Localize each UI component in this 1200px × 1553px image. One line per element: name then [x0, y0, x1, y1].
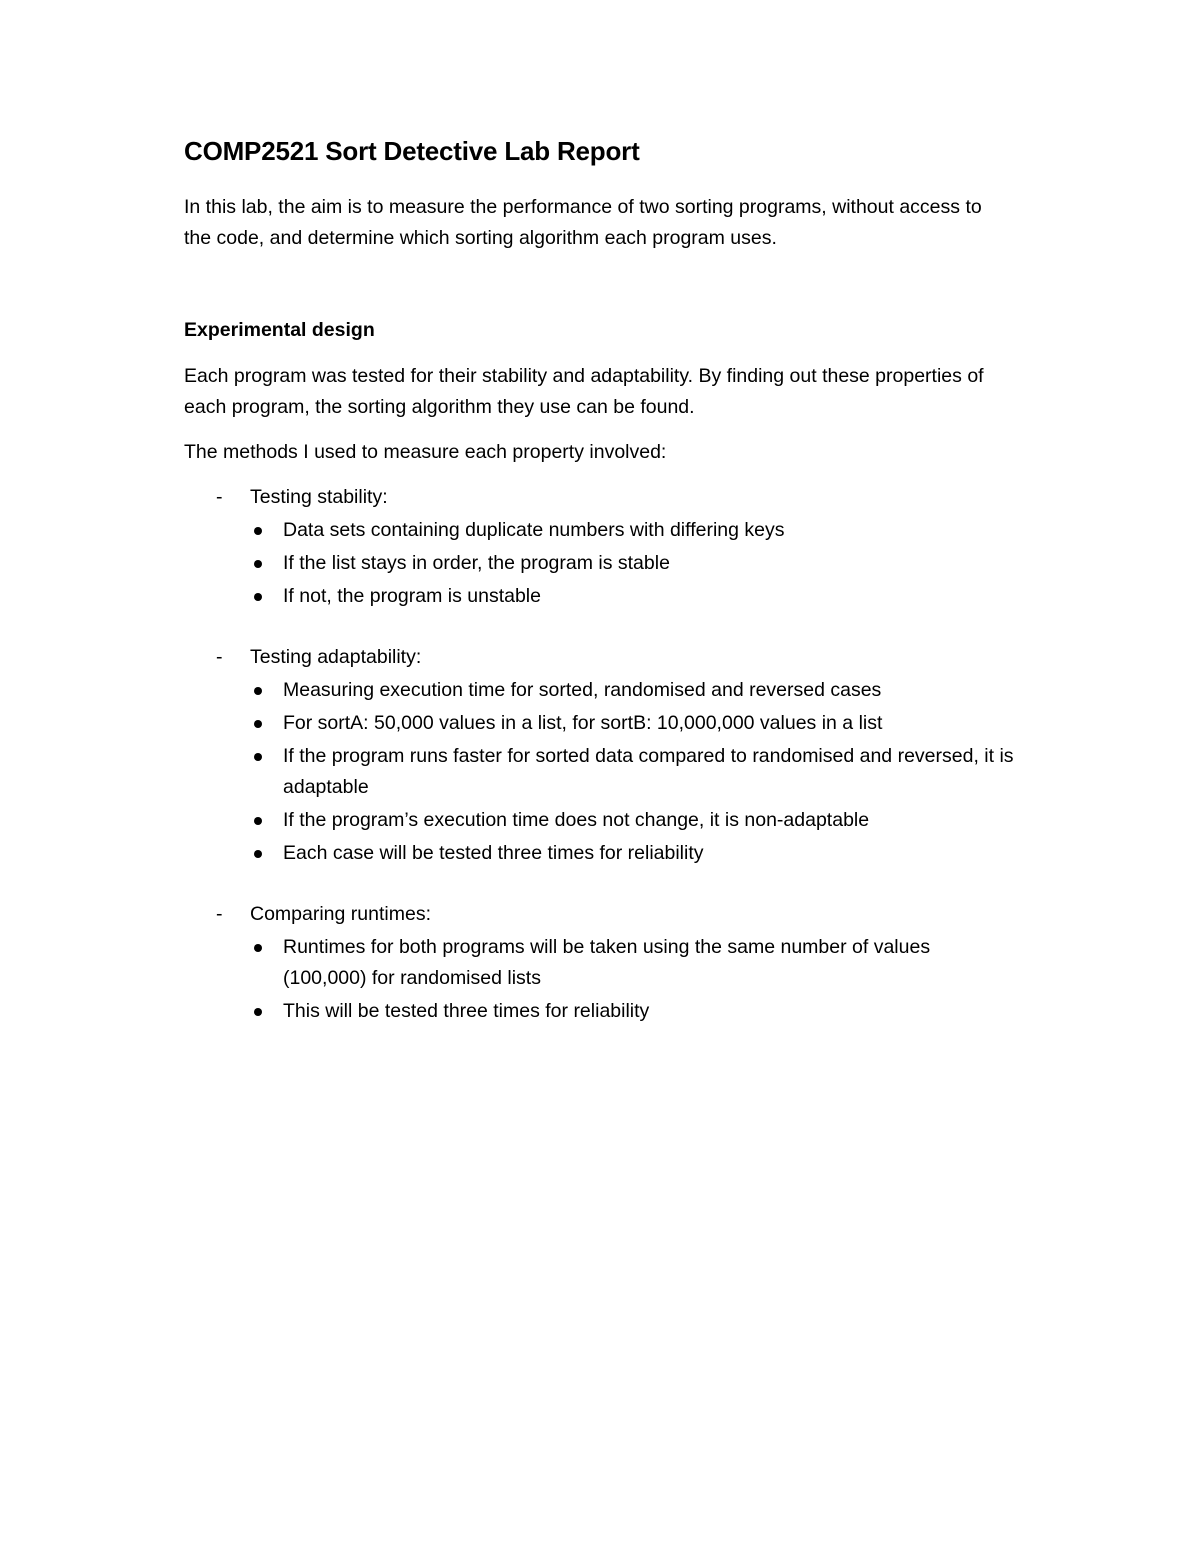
list-item [250, 548, 1014, 579]
bullet-dot-icon [254, 817, 262, 825]
method-group-label: Testing adaptability: [250, 646, 422, 668]
dash-marker: - [216, 646, 223, 668]
dash-marker: - [216, 486, 223, 508]
list-item [250, 996, 1014, 1027]
list-item-text: Measuring execution time for sorted, randomised and reversed cases [283, 679, 882, 701]
list-item [250, 675, 1014, 706]
design-paragraph: Each program was tested for their stability and adaptability. By finding out these properties of each program, the sorting algorithm they use can be found. [184, 365, 984, 418]
list-item [250, 838, 1014, 869]
list-item [250, 708, 1014, 739]
list-item [250, 805, 1014, 836]
bullet-dot-icon [254, 560, 262, 568]
list-item-text: Each case will be tested three times for reliability [283, 842, 704, 864]
list-item-text: If the list stays in order, the program is stable [283, 552, 670, 574]
list-item [250, 581, 1014, 612]
list-item-text: This will be tested three times for reliability [283, 1000, 650, 1022]
bullet-list [250, 932, 1014, 1027]
method-group-stability [184, 482, 1014, 612]
list-item-text: If the program runs faster for sorted data compared to randomised and reversed, it is adaptable [283, 745, 1014, 798]
bullet-dot-icon [254, 1008, 262, 1016]
document-content [184, 132, 1014, 1029]
method-group-label: Testing stability: [250, 486, 388, 508]
list-item-text: Runtimes for both programs will be taken using the same number of values (100,000) for randomised lists [283, 936, 931, 989]
bullet-dot-icon [254, 944, 262, 952]
methods-list [184, 482, 1014, 1027]
method-group-adaptability [184, 642, 1014, 869]
bullet-dot-icon [254, 687, 262, 695]
dash-marker: - [216, 903, 223, 925]
method-group-label: Comparing runtimes: [250, 903, 431, 925]
method-group-runtimes [184, 899, 1014, 1027]
list-item [250, 515, 1014, 546]
methods-paragraph: The methods I used to measure each property involved: [184, 441, 667, 463]
list-item-text: Data sets containing duplicate numbers with differing keys [283, 519, 785, 541]
bullet-dot-icon [254, 753, 262, 761]
list-item [250, 932, 1014, 994]
bullet-list [250, 515, 1014, 612]
list-item [250, 741, 1014, 803]
list-item-text: If not, the program is unstable [283, 585, 541, 607]
bullet-list [250, 675, 1014, 869]
list-item-text: For sortA: 50,000 values in a list, for sortB: 10,000,000 values in a list [283, 712, 883, 734]
page-title: COMP2521 Sort Detective Lab Report [184, 136, 640, 166]
bullet-dot-icon [254, 527, 262, 535]
bullet-dot-icon [254, 720, 262, 728]
bullet-dot-icon [254, 593, 262, 601]
list-item-text: If the program’s execution time does not change, it is non-adaptable [283, 809, 870, 831]
intro-paragraph: In this lab, the aim is to measure the performance of two sorting programs, without access to the code, and determine which sorting algorithm each program uses. [184, 196, 982, 249]
section-heading: Experimental design [184, 319, 375, 341]
bullet-dot-icon [254, 850, 262, 858]
